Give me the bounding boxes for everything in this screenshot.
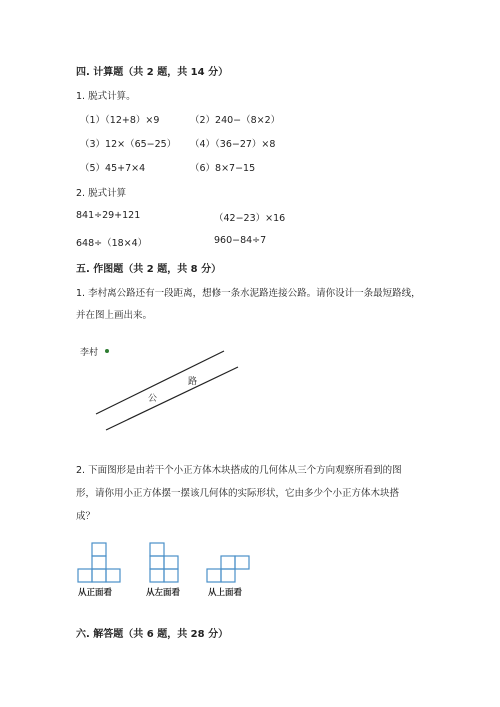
section-5-heading: 五. 作图题（共 2 题，共 8 分）	[76, 264, 222, 275]
calc2-item-1: 841÷29+121	[76, 210, 141, 221]
calc2-item-3: 648÷（18×4）	[76, 238, 148, 249]
calc-item-3: （3）12×（65−25）	[80, 139, 177, 150]
drawing-q2-line2: 形，请你用小正方体摆一摆该几何体的实际形状，它由多少个小正方体木块搭	[76, 488, 400, 499]
village-label: 李村	[80, 348, 99, 358]
calc2-item-4: 960−84÷7	[214, 235, 267, 246]
drawing-q2-line3: 成？	[76, 511, 96, 522]
road-label-gong: 公	[148, 394, 158, 404]
road-figure	[76, 338, 256, 438]
calc-item-5: （5）45+7×4	[80, 163, 146, 174]
drawing-q2-line1: 2. 下面图形是由若干个小正方体木块搭成的几何体从三个方向观察所看到的图	[76, 465, 402, 476]
front-view-figure	[74, 538, 134, 584]
drawing-q1-line1: 1. 李村离公路还有一段距离，想修一条水泥路连接公路。请你设计一条最短路线，	[76, 288, 421, 299]
question-2-title: 2. 脱式计算	[76, 188, 127, 199]
left-view-figure	[140, 538, 200, 584]
calc-item-2: （2）240−（8×2）	[190, 115, 281, 126]
top-view-label: 从上面看	[208, 588, 243, 598]
top-view-figure	[203, 538, 263, 584]
section-6-heading: 六. 解答题（共 6 题，共 28 分）	[76, 629, 229, 640]
calc-item-1: （1）（12+8）×9	[80, 115, 160, 126]
front-view-label: 从正面看	[78, 588, 113, 598]
village-point	[105, 349, 109, 353]
left-view-label: 从左面看	[146, 588, 181, 598]
calc-item-6: （6）8×7−15	[190, 163, 256, 174]
drawing-q1-line2: 并在图上画出来。	[76, 310, 153, 321]
calc-item-4: （4）（36−27）×8	[190, 139, 276, 150]
section-4-heading: 四. 计算题（共 2 题，共 14 分）	[76, 67, 229, 78]
calc2-item-2: （42−23）×16	[214, 213, 286, 224]
question-1-title: 1. 脱式计算。	[76, 91, 136, 102]
road-label-lu: 路	[188, 377, 198, 387]
